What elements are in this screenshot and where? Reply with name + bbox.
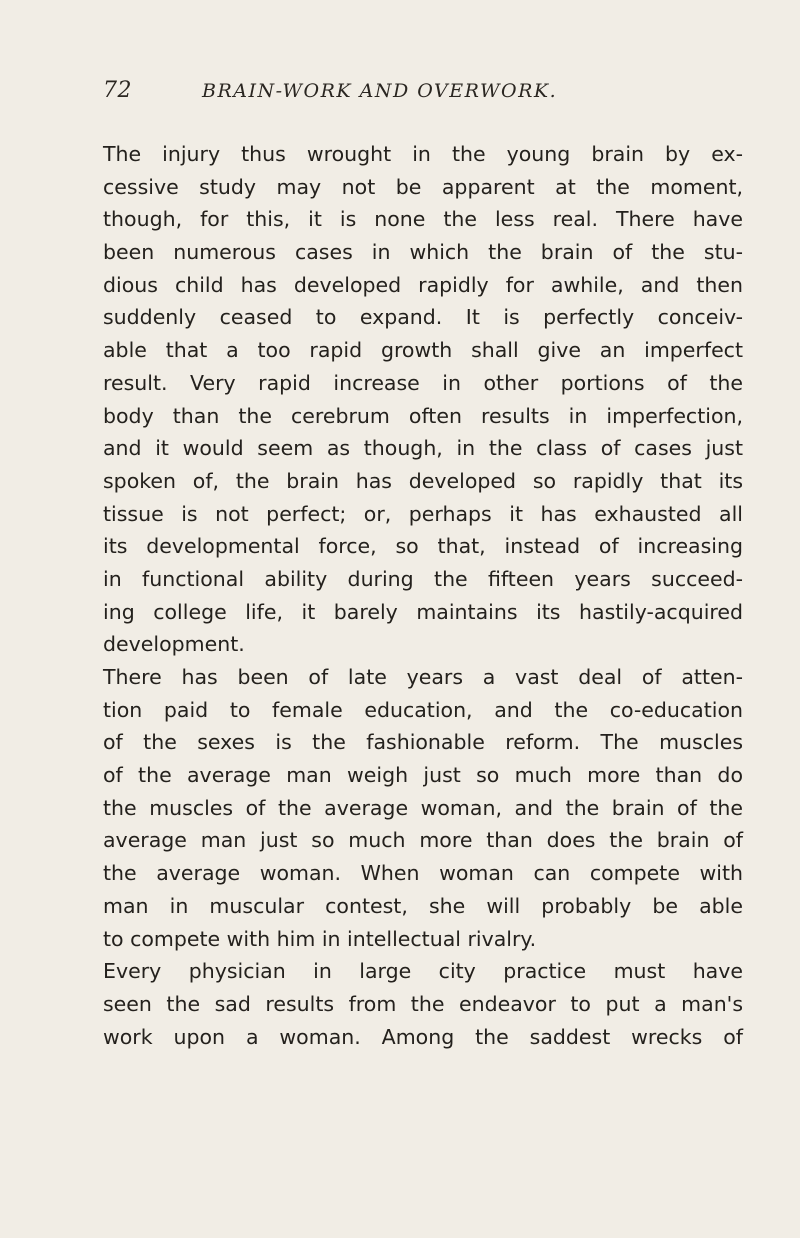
text-line: average man just so much more than does the brain of (103, 828, 743, 853)
text-line: tissue is not perfect; or, perhaps it has exhausted all (103, 501, 743, 526)
text-line: dious child has developed rapidly for awhile, and then (103, 272, 743, 297)
text-line: Every physician in large city practice must have (103, 959, 743, 984)
text-line: cessive study may not be apparent at the moment, (103, 174, 743, 199)
text-line: to compete with him in intellectual rivalry. (103, 926, 537, 951)
text-line: the average woman. When woman can compete with (103, 861, 743, 886)
text-line: result. Very rapid increase in other portions of the (103, 370, 743, 395)
text-line: though, for this, it is none the less real. There have (103, 207, 743, 232)
text-line: body than the cerebrum often results in imperfection, (103, 403, 743, 428)
text-line: spoken of, the brain has developed so rapidly that its (103, 468, 743, 493)
text-line: work upon a woman. Among the saddest wrecks of (103, 1024, 743, 1049)
running-head (103, 78, 663, 108)
text-line: and it would seem as though, in the class of cases just (103, 436, 743, 461)
text-line: of the sexes is the fashionable reform. The muscles (103, 730, 743, 755)
page-number: 72 (103, 78, 132, 103)
text-line: the muscles of the average woman, and the brain of the (103, 795, 743, 820)
running-title: BRAIN-WORK AND OVERWORK. (202, 80, 558, 102)
text-line: its developmental force, so that, instead of increasing (103, 534, 743, 559)
body-text (103, 138, 743, 1053)
text-line: of the average man weigh just so much more than do (103, 763, 743, 788)
text-line: development. (103, 632, 245, 657)
text-line: ing college life, it barely maintains its hastily-acquired (103, 599, 743, 624)
text-line: The injury thus wrought in the young brain by ex- (103, 142, 743, 166)
text-line: man in muscular contest, she will probably be able (103, 893, 743, 918)
text-line: suddenly ceased to expand. It is perfectly conceiv- (103, 305, 743, 330)
text-line: able that a too rapid growth shall give an imperfect (103, 338, 743, 363)
text-line: tion paid to female education, and the co-education (103, 697, 743, 722)
text-line: in functional ability during the fifteen years succeed- (103, 566, 743, 591)
text-line: There has been of late years a vast deal of atten- (103, 665, 743, 689)
text-line: seen the sad results from the endeavor to put a man's (103, 991, 743, 1016)
text-line: been numerous cases in which the brain of the stu- (103, 240, 743, 265)
